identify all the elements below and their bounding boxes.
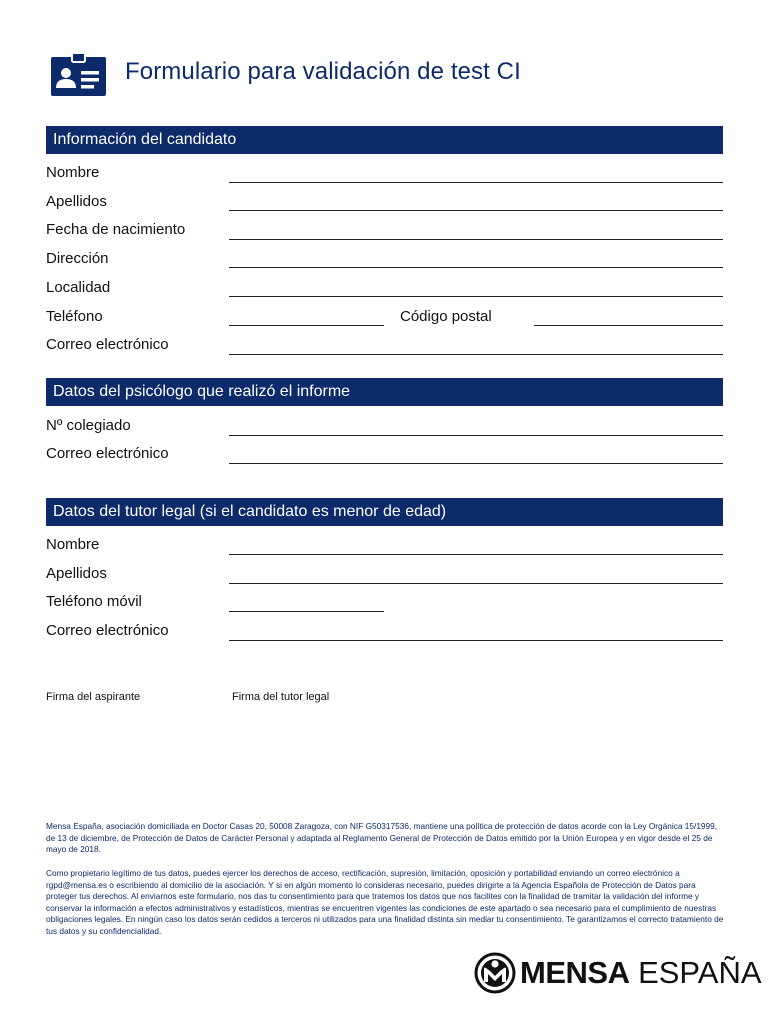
section-header-candidate: Información del candidato	[46, 126, 723, 154]
logo-word-espana: ESPAÑA	[638, 955, 762, 990]
section-header-tutor: Datos del tutor legal (si el candidato es menor de edad)	[46, 498, 723, 526]
mensa-logo-icon	[474, 952, 516, 994]
psychologist-colegiado-row	[46, 409, 723, 437]
page-title: Formulario para validación de test CI	[125, 58, 521, 85]
legal-paragraph-1: Mensa España, asociación domiciliada en Doctor Casas 20, 50008 Zaragoza, con NIF G50317536, mantiene una política de protección de datos acorde con la Ley Orgánica 15/1999, de 13 de diciembre, de Protección de Datos de Carácter Personal y adaptada al Reglamento General de Protección de Datos emitido por la Unión Europea y en vigor desde el 25 de mayo de 2018.	[46, 821, 718, 855]
field-label: Teléfono	[46, 308, 103, 325]
candidate-codigo-postal-input[interactable]	[534, 325, 723, 326]
psychologist-colegiado-input[interactable]	[229, 435, 723, 436]
psychologist-correo-row	[46, 437, 723, 465]
candidate-apellidos-input[interactable]	[229, 210, 723, 211]
candidate-telefono-row	[46, 300, 723, 328]
field-label: Nombre	[46, 164, 100, 181]
section-header-psychologist: Datos del psicólogo que realizó el informe	[46, 378, 723, 406]
candidate-nombre-input[interactable]	[229, 182, 723, 183]
signature-aspirante-label: Firma del aspirante	[46, 691, 141, 703]
field-label: Correo electrónico	[46, 622, 169, 639]
field-label: Teléfono móvil	[46, 593, 142, 610]
tutor-apellidos-input[interactable]	[229, 583, 723, 584]
tutor-apellidos-row	[46, 557, 723, 585]
signature-tutor-label: Firma del tutor legal	[232, 691, 330, 703]
logo-word-mensa: MENSA	[520, 955, 630, 990]
candidate-telefono-input[interactable]	[229, 325, 384, 326]
candidate-apellidos-row	[46, 185, 723, 213]
candidate-localidad-input[interactable]	[229, 296, 723, 297]
field-label: Correo electrónico	[46, 336, 169, 353]
field-label: Código postal	[400, 308, 492, 325]
field-label: Nombre	[46, 536, 100, 553]
field-label: Nº colegiado	[46, 417, 131, 434]
field-label: Localidad	[46, 279, 111, 296]
candidate-correo-row	[46, 328, 723, 356]
field-label: Fecha de nacimiento	[46, 221, 186, 238]
logo-wordmark	[520, 955, 762, 991]
candidate-correo-input[interactable]	[229, 354, 723, 355]
tutor-telefono-movil-input[interactable]	[229, 611, 384, 612]
tutor-telefono-row	[46, 585, 723, 613]
legal-notice	[46, 821, 726, 856]
field-label: Correo electrónico	[46, 445, 169, 462]
candidate-localidad-row	[46, 271, 723, 299]
tutor-nombre-input[interactable]	[229, 554, 723, 555]
candidate-direccion-row	[46, 242, 723, 270]
candidate-fecha-nacimiento-input[interactable]	[229, 239, 723, 240]
candidate-nombre-row	[46, 156, 723, 184]
id-card-icon	[51, 53, 106, 96]
candidate-direccion-input[interactable]	[229, 267, 723, 268]
field-label: Apellidos	[46, 565, 107, 582]
candidate-fecha-row	[46, 213, 723, 241]
tutor-correo-input[interactable]	[229, 640, 723, 641]
legal-paragraph-2: Como propietario legítimo de tus datos, puedes ejercer los derechos de acceso, rectificación, supresión, limitación, oposición y portabilidad enviando un correo electrónico a rgpd@mensa.es o escribiendo al domicilio de la asociación. Y si en algún momento lo consideras necesario, puedes dirigirte a la Agencia Española de Protección de Datos para proteger tus derechos. Al enviarnos este formulario, nos das tu consentimiento para que tratemos los datos que nos facilites con la finalidad de tramitar la validación del informe y conservar la información a efectos administrativos y estadísticos, mientras se encuentren vigentes las condiciones de este apartado o sea necesario para el cumplimiento de nuestras obligaciones legales. En ningún caso los datos serán cedidos a terceros ni utilizados para una finalidad distinta sin mediar tu consentimiento. Te garantizamos el correcto tratamiento de tus datos y su confidencialidad.	[46, 868, 724, 936]
legal-rights	[46, 868, 726, 938]
field-label: Dirección	[46, 250, 109, 267]
psychologist-correo-input[interactable]	[229, 463, 723, 464]
field-label: Apellidos	[46, 193, 107, 210]
mensa-espana-logo	[474, 952, 762, 994]
tutor-correo-row	[46, 614, 723, 642]
tutor-nombre-row	[46, 528, 723, 556]
